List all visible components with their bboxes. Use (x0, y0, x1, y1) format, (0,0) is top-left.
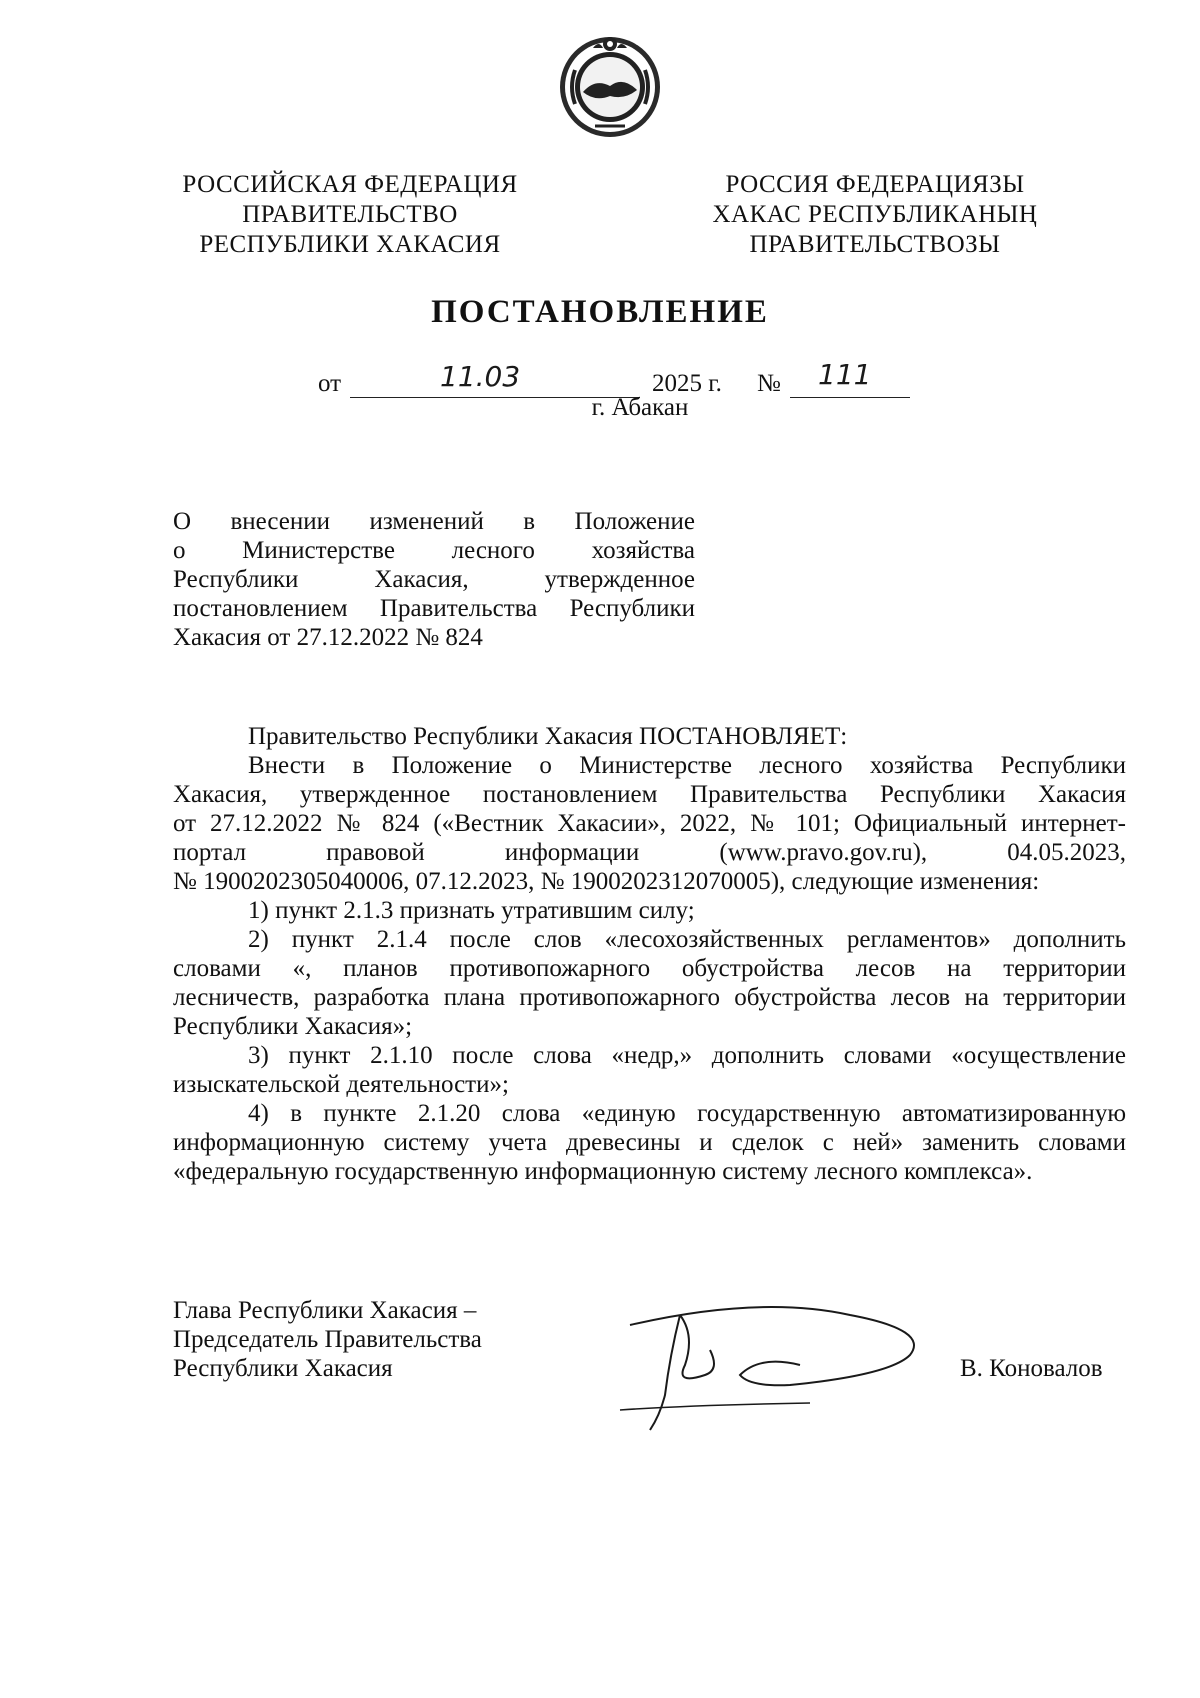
subject-line: Республики Хакасия, утвержденное (173, 566, 695, 593)
signatory-position-line: Председатель Правительства (173, 1326, 482, 1353)
document-subject (173, 507, 695, 652)
header-left-line: РЕСПУБЛИКИ ХАКАСИЯ (199, 231, 501, 258)
header-left-line: РОССИЙСКАЯ ФЕДЕРАЦИЯ (182, 171, 518, 198)
body-line: 3) пункт 2.1.10 после слова «недр,» дополнить словами «осуществление (248, 1042, 1126, 1069)
document-type-title: ПОСТАНОВЛЕНИЕ (431, 294, 769, 330)
body-line: портал правовой информации (www.pravo.gov.ru), 04.05.2023, (173, 839, 1126, 866)
header-left-ru (150, 170, 550, 260)
body-line: 2) пункт 2.1.4 после слов «лесохозяйственных регламентов» дополнить (248, 926, 1126, 953)
number-handwritten: 111 (818, 358, 872, 391)
header-right-line: ПРАВИТЕЛЬСТВОЗЫ (749, 231, 1001, 258)
body-line: Правительство Республики Хакасия ПОСТАНОВЛЯЕТ: (248, 723, 848, 750)
date-handwritten: 11.03 (440, 360, 521, 393)
signatory-position-line: Республики Хакасия (173, 1355, 393, 1382)
body-line: 1) пункт 2.1.3 признать утратившим силу; (248, 897, 695, 924)
signatory-position-line: Глава Республики Хакасия – (173, 1297, 477, 1324)
body-line: № 1900202305040006, 07.12.2023, № 1900202312070005), следующие изменения: (173, 868, 1040, 895)
body-line: информационную систему учета древесины и сделок с ней» заменить словами (173, 1129, 1126, 1156)
body-line: от 27.12.2022 № 824 («Вестник Хакасии», 2022, № 101; Официальный интернет- (173, 810, 1126, 837)
subject-line: Хакасия от 27.12.2022 № 824 (173, 624, 483, 651)
body-line: лесничеств, разработка плана противопожарного обустройства лесов на территории (173, 984, 1126, 1011)
body-line: 4) в пункте 2.1.20 слова «единую государственную автоматизированную (248, 1100, 1126, 1127)
header-right-kjh (680, 170, 1070, 260)
year-label: 2025 г. (652, 370, 722, 397)
subject-line: О внесении изменений в Положение (173, 508, 695, 535)
body-line: «федеральную государственную информационную систему лесного комплекса». (173, 1158, 1033, 1185)
body-line: Внести в Положение о Министерстве лесного хозяйства Республики (248, 752, 1126, 779)
subject-line: о Министерстве лесного хозяйства (173, 537, 695, 564)
body-line: изыскательской деятельности»; (173, 1071, 509, 1098)
body-line: Республики Хакасия»; (173, 1013, 413, 1040)
body-line: Хакасия, утвержденное постановлением Правительства Республики Хакасия (173, 781, 1126, 808)
signatory-position (173, 1296, 482, 1383)
handwritten-signature (610, 1275, 950, 1440)
city-label: г. Абакан (591, 394, 689, 421)
body-line: словами «, планов противопожарного обустройства лесов на территории (173, 955, 1126, 982)
coat-of-arms-emblem (555, 30, 665, 140)
header-right-line: РОССИЯ ФЕДЕРАЦИЯЗЫ (725, 171, 1025, 198)
header-right-line: ХАКАС РЕСПУБЛИКАНЫҢ (712, 201, 1038, 228)
subject-line: постановлением Правительства Республики (173, 595, 695, 622)
document-body (173, 722, 1126, 1186)
date-from-label: от (318, 370, 342, 397)
header-left-line: ПРАВИТЕЛЬСТВО (242, 201, 458, 228)
signatory-name: В. Коновалов (960, 1355, 1103, 1382)
number-label: № (757, 370, 781, 397)
